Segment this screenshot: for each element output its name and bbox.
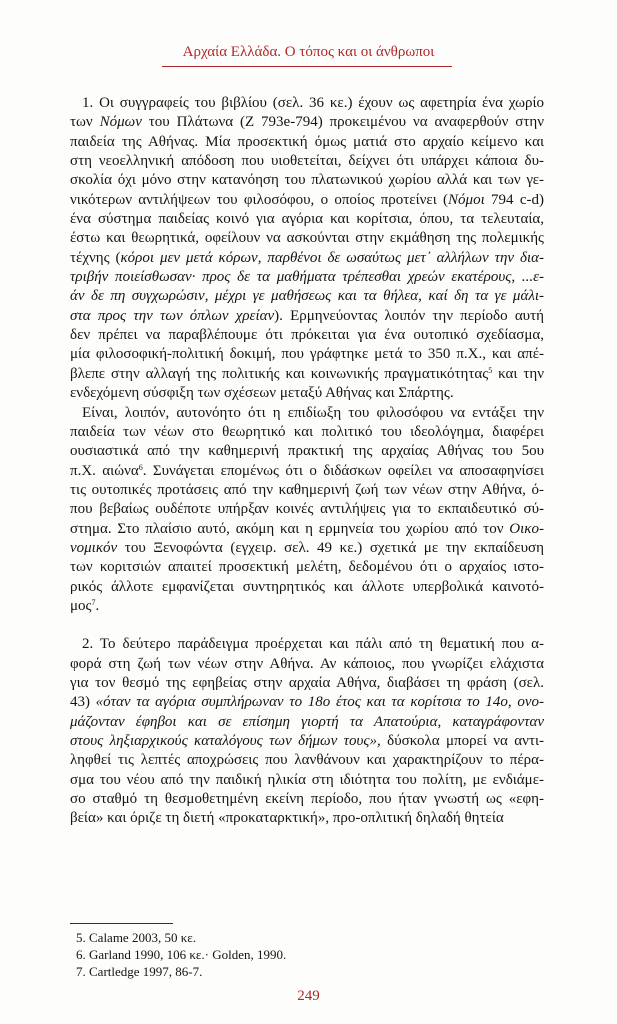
text-span: .: [95, 597, 100, 614]
text-span: σο σταθμό τη θεσμοθετημένη εκείνη περίοδο, που ήταν γνωστή ως «εφη-: [70, 791, 544, 808]
text-span: μος: [70, 597, 92, 614]
text-line: [70, 655, 544, 674]
text-span: βλεπε στην αλλαγή της πολιτικής και κοινωνικής πραγματικότητας: [70, 365, 489, 382]
footnote-5: 5. Calame 2003, 50 κε.: [76, 930, 196, 945]
italic-span: στα προς την των όπλων χρείαν: [70, 307, 275, 324]
text-span: ενδεχόμενη σύσφιξη των σχέσεων μεταξύ Αθήνας και Σπάρτης.: [70, 385, 454, 402]
text-line: [70, 635, 544, 654]
text-line: [70, 384, 544, 403]
text-line: [70, 94, 544, 113]
italic-span: τριβήν ποιείσθωσαν· προς δε τα μαθήματα τρέπεσθαι χρεών εκατέρους, ...ε-: [70, 269, 544, 286]
text-span: στη νεοελληνική απόδοση που υιοθετείται, δείχνει ότι υπάρχει κάποια δυ-: [70, 153, 544, 170]
italic-span: Νόμοι: [448, 191, 485, 208]
text-line: [70, 442, 544, 461]
text-span: ληφθεί τις λεπτές αποχρώσεις που λανθάνουν και χαρακτηρίζουν το πέρα-: [70, 752, 544, 769]
text-line: [70, 113, 544, 132]
text-span: τέχνης (: [70, 249, 121, 266]
text-line: [70, 732, 544, 751]
text-span: π.Χ. αιώνα: [70, 462, 139, 479]
text-line: [70, 578, 544, 597]
text-line: [70, 771, 544, 790]
text-line: [70, 558, 544, 577]
text-span: ). Ερμηνεύοντας λοιπόν την περίοδο αυτή: [274, 307, 544, 324]
text-span: παιδεία των νέων στο θεωρητικό και πολιτικό του ιδεολόγημα, διαφέρει: [70, 423, 544, 440]
text-line: [70, 326, 544, 345]
text-span: του Ξενοφώντα (εγχειρ. σελ. 49 κε.) σχετικά με την εκπαίδευση: [117, 539, 544, 556]
text-span: ρικός άλλοτε εμφανίζεται συντηρητικός και άλλοτε υπερβολικά καινοτό-: [70, 578, 544, 595]
text-span: δεν πρέπει να παραβλέπουμε ότι πρόκειται για ένα ουτοπικό σχεδίασμα,: [70, 327, 544, 344]
text-line: [70, 210, 544, 229]
running-head-rule: [162, 66, 452, 67]
italic-span: Νόμων: [99, 114, 142, 131]
text-span: 43): [70, 694, 96, 711]
text-span: ουσιαστικά από την καθημερινή πρακτική της αρχαίας Αθήνας του 5ου: [70, 443, 544, 460]
text-span: και την: [492, 365, 544, 382]
italic-span: στους ληξιαρχικούς καταλόγους των δήμων τους»: [70, 733, 378, 749]
footnotes: [76, 929, 536, 980]
text-line: [70, 693, 544, 712]
body-text: [70, 94, 544, 829]
text-line: [70, 751, 544, 770]
text-span: παιδεία της Αθήνας. Μία προσεκτική όμως ματιά στο αρχαίο κείμενο και: [70, 133, 544, 150]
footnote-marker: 6: [138, 462, 143, 472]
text-line: [70, 674, 544, 693]
text-span: των: [70, 114, 100, 131]
italic-span: Οικο-: [509, 520, 544, 537]
footnote-marker: 7: [91, 597, 96, 607]
paragraph-3: [70, 635, 544, 828]
text-span: ένα σύστημα παιδείας κοινό για αγόρια και κορίτσια, όπου, τα τελευταία,: [70, 211, 544, 228]
text-line: [70, 365, 544, 384]
text-span: που βεβαίως ουδέποτε υπήρξαν κοινές αντιλήψεις για το εκπαιδευτικό σύ-: [70, 501, 544, 518]
text-span: στημα. Στο πλαίσιο αυτό, ακόμη και η ερμηνεία του χωρίου από τον: [70, 520, 510, 537]
text-line: [70, 307, 544, 326]
text-line: [70, 809, 544, 828]
text-line: [70, 500, 544, 519]
text-span: τις ουτοπικές προτάσεις από την καθημερινή ζωή των νέων στην Αθήνα, ό-: [70, 481, 544, 498]
paragraph-1: [70, 94, 544, 404]
text-span: 1. Οι συγγραφείς του βιβλίου (σελ. 36 κε.) έχουν ως αφετηρία ένα χωρίο: [82, 95, 544, 111]
text-line: [70, 481, 544, 500]
text-span: των κοριτσιών απαιτεί προσεκτική μελέτη, δεδομένου ότι ο αρχαίος ιστο-: [70, 559, 544, 576]
text-line: [70, 345, 544, 364]
text-span: σμα του νέου από την παιδική ηλικία στη ιδιότητα του πολίτη, με ενδιάμε-: [70, 771, 544, 788]
footnote-marker: 5: [488, 365, 493, 375]
text-line: [70, 268, 544, 287]
text-span: 794 c-d): [484, 191, 544, 208]
paragraph-2: [70, 404, 544, 617]
text-line: [70, 597, 544, 616]
text-line: [70, 152, 544, 171]
running-head: Αρχαία Ελλάδα. Ο τόπος και οι άνθρωποι: [182, 44, 435, 60]
paragraph-gap: [70, 616, 544, 635]
italic-span: μάζονταν έφηβοι και σε επίσημη γιορτή τα Απατούρια, καταγράφονταν: [70, 713, 544, 730]
text-span: σκολία όχι μόνο στην κατανόηση του πλατωνικού χωρίου αλλά και των γε-: [70, 172, 544, 189]
text-span: του Πλάτωνα (Ζ 793e-794) προκειμένου να αναφερθούν στην: [141, 114, 544, 131]
text-line: [70, 287, 544, 306]
text-line: [70, 520, 544, 539]
italic-span: άν δε πη συγχωρώσιν, μέχρι γε μαθήσεως και τα θήλεα, καί δη τα γε μάλι-: [70, 288, 544, 305]
text-span: , δύσκολα μπορεί να αντι-: [377, 733, 544, 749]
italic-span: κόροι μεν μετά κόρων, παρθένοι δε ωσαύτως μετ᾽ αλλήλων την δια-: [120, 249, 544, 266]
text-span: έστω και θεωρητικά, οφείλουν να ασκούνται στην εκμάθηση της πολεμικής: [70, 230, 544, 247]
italic-span: «όταν τα αγόρια συμπλήρωναν το 18ο έτος και τα κορίτσια το 14ο, ονο-: [95, 694, 544, 711]
text-line: [70, 790, 544, 809]
text-line: [70, 462, 544, 481]
page-number: 249: [297, 988, 320, 1004]
footnote-rule: [70, 923, 173, 924]
italic-span: νομικόν: [70, 539, 118, 556]
text-line: [70, 191, 544, 210]
footnote-6: 6. Garland 1990, 106 κε.· Golden, 1990.: [76, 947, 287, 962]
text-line: [70, 171, 544, 190]
text-line: [70, 249, 544, 268]
text-line: [70, 229, 544, 248]
text-span: νικότερων αντιλήψεων του φιλοσόφου, ο οποίος προτείνει (: [70, 191, 449, 208]
text-span: μία φιλοσοφική-πολιτική δοκιμή, που γράφτηκε μετά το 350 π.Χ., και απέ-: [70, 346, 544, 363]
text-span: 2. Το δεύτερο παράδειγμα προέρχεται και πάλι από τη θεματική που α-: [82, 636, 544, 653]
text-span: . Συνάγεται επομένως ότι ο διδάσκων οφείλει να αποσαφηνίσει: [142, 462, 544, 479]
text-line: [70, 539, 544, 558]
text-span: φορά στη ζωή των νέων στην Αθήνα. Αν κάποιος, που γνωρίζει ελάχιστα: [70, 655, 544, 672]
text-span: για τον θεσμό της εφηβείας στην αρχαία Αθήνα, διαβάσει τη φράση (σελ.: [70, 674, 544, 691]
text-line: [70, 404, 544, 423]
text-span: βεία» και όριζε τη διετή «προκαταρκτική», προ-οπλιτική δηλαδή θητεία: [70, 810, 504, 827]
footnote-7: 7. Cartledge 1997, 86-7.: [76, 964, 203, 979]
text-line: [70, 423, 544, 442]
text-line: [70, 713, 544, 732]
text-line: [70, 133, 544, 152]
text-span: Είναι, λοιπόν, αυτονόητο ότι η επιδίωξη του φιλοσόφου να εντάξει την: [82, 404, 544, 421]
